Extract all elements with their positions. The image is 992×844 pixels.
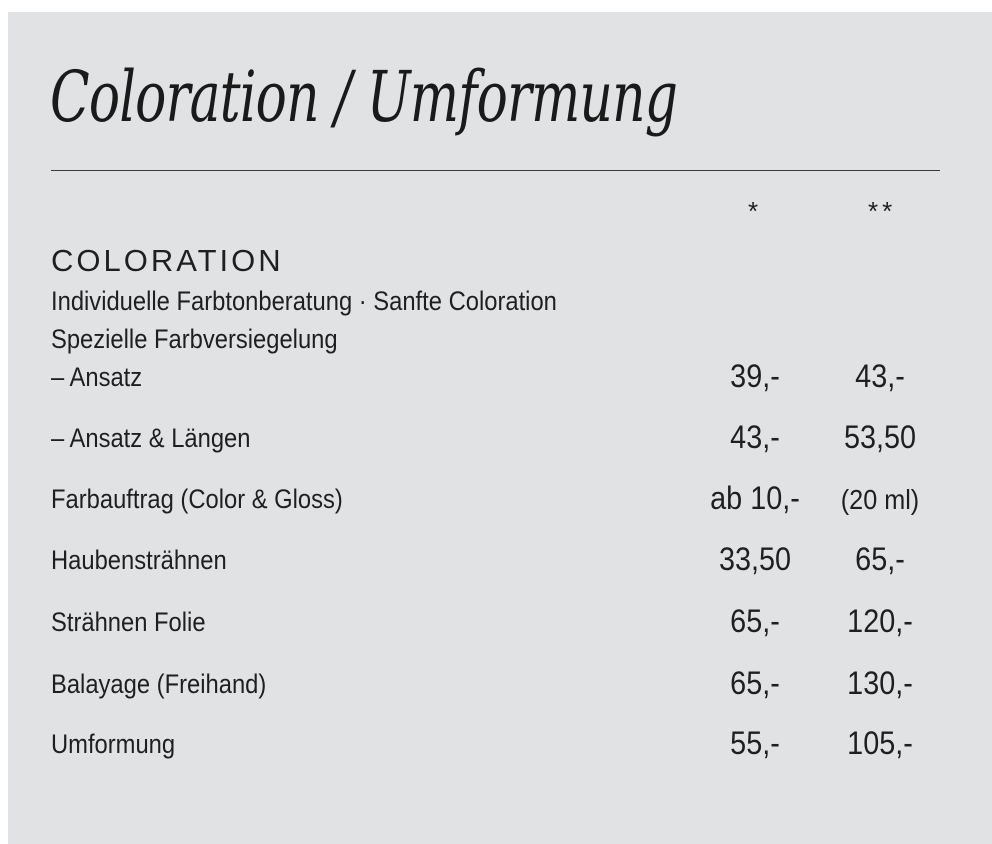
- price-single: 55,-: [730, 725, 780, 761]
- price-row-label: Haubensträhnen: [51, 545, 227, 575]
- price-single: 39,-: [730, 358, 780, 394]
- price-single: 65,-: [730, 665, 780, 701]
- column-header-double-star: **: [868, 196, 897, 226]
- price-row-label: Strähnen Folie: [51, 607, 206, 637]
- price-single: 65,-: [730, 603, 780, 639]
- price-double: 43,-: [855, 358, 905, 394]
- section-description: Spezielle Farbversiegelung: [51, 324, 338, 354]
- price-single: 43,-: [730, 419, 780, 455]
- price-single: 33,50: [718, 541, 792, 577]
- column-header-single-star: *: [748, 196, 763, 226]
- price-single: ab 10,-: [710, 480, 800, 516]
- section-description: Individuelle Farbtonberatung · Sanfte Coloration: [51, 286, 557, 316]
- price-row-label: – Ansatz: [51, 362, 143, 392]
- title-divider: [51, 170, 940, 171]
- section-heading: COLORATION: [51, 243, 284, 278]
- price-row-label: – Ansatz & Längen: [51, 423, 251, 453]
- price-row-label: Umformung: [51, 729, 176, 759]
- price-double: 120,-: [847, 603, 913, 639]
- price-row-label: Balayage (Freihand): [51, 669, 267, 699]
- price-row-label: Farbauftrag (Color & Gloss): [51, 484, 343, 514]
- price-double: 53,50: [843, 419, 917, 455]
- page-title: Coloration / Umformung: [50, 56, 678, 138]
- price-double: 130,-: [847, 665, 913, 701]
- price-double: (20 ml): [840, 484, 920, 515]
- price-double: 105,-: [847, 725, 913, 761]
- price-double: 65,-: [855, 541, 905, 577]
